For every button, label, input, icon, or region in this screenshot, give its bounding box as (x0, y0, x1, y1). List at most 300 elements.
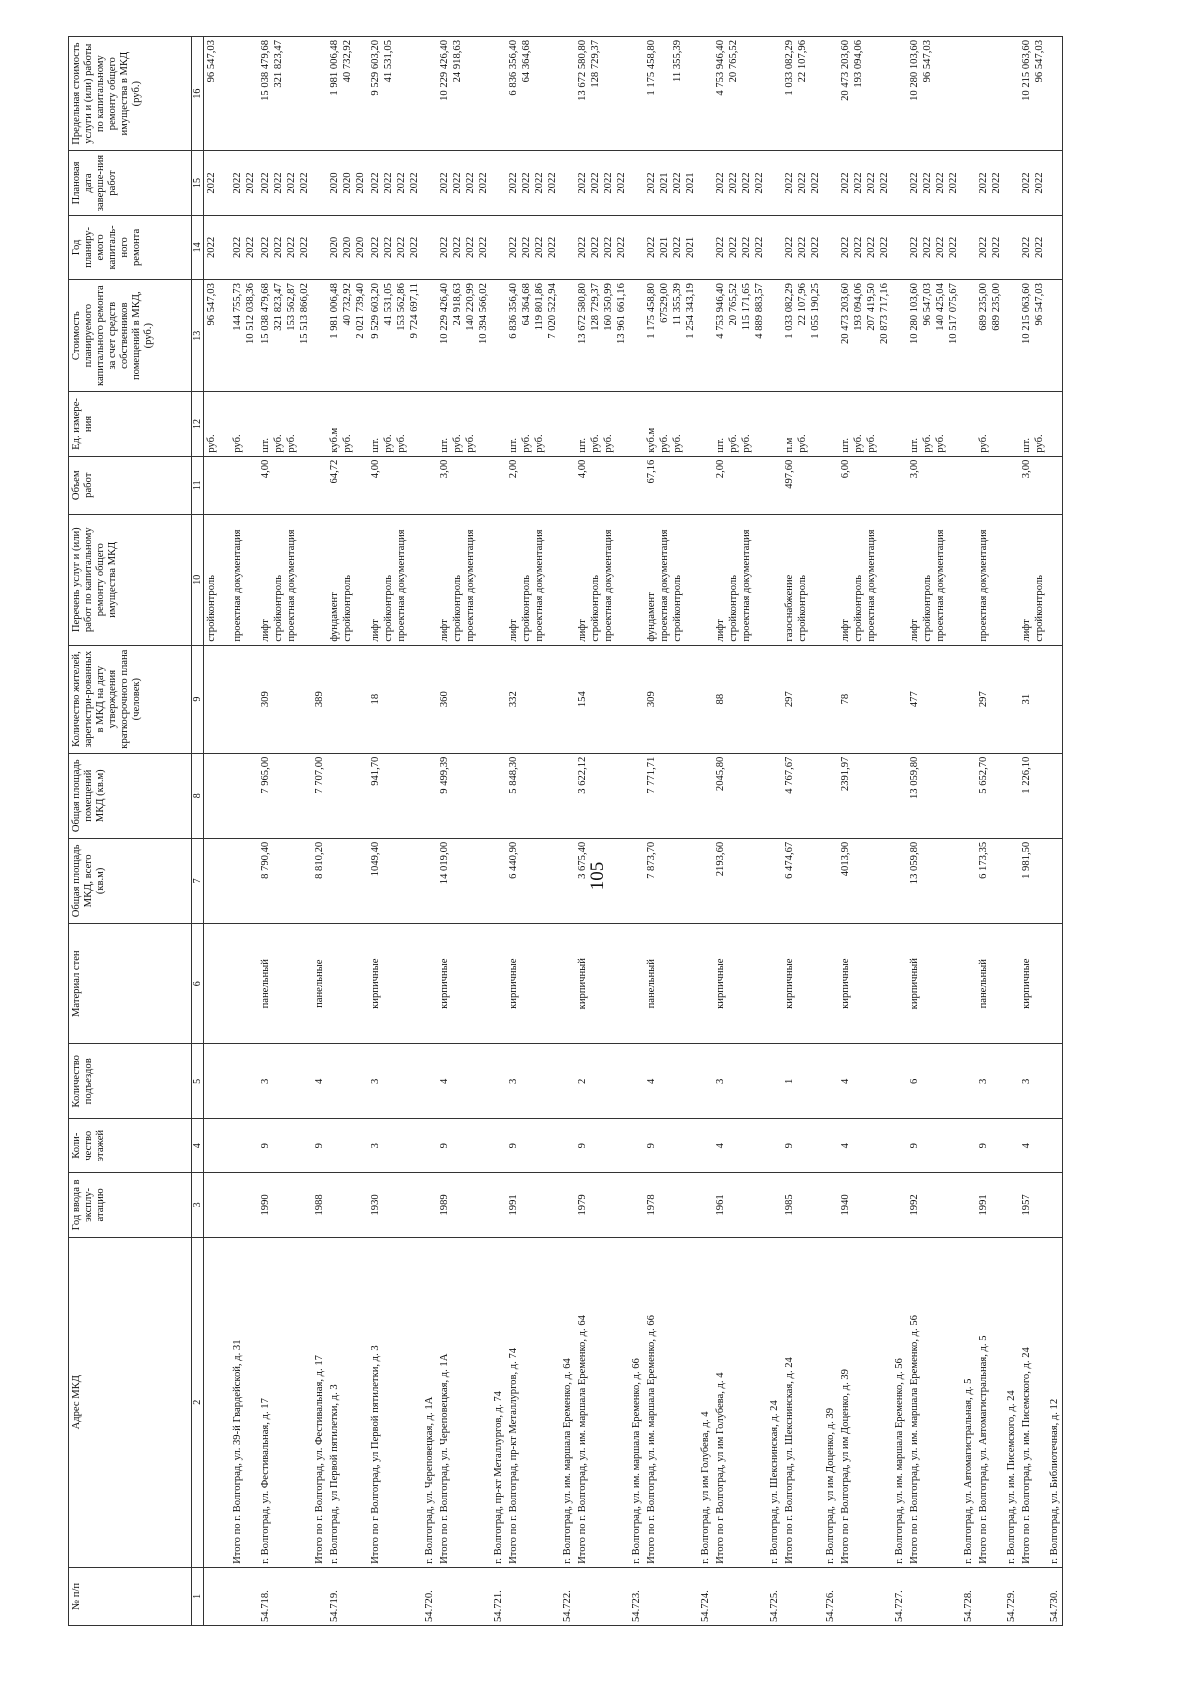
row-number-cell: 54.730. (1047, 1567, 1063, 1625)
year-built-cell (1047, 1173, 1063, 1237)
row-number-cell: 54.720. (422, 1567, 437, 1625)
cost-cell (1047, 280, 1063, 392)
cost-cell (629, 280, 644, 392)
unit-cell (961, 392, 976, 456)
total-area-cell: 13 059,80 (907, 838, 961, 923)
unit-cell: шт. руб. руб. (575, 392, 629, 456)
row-number-cell (506, 1567, 560, 1625)
table-row (327, 37, 368, 1626)
work-volume-cell (892, 456, 907, 514)
address-cell: Итого по г. Волгоград, пр-кт Металлургов, д. 74 (506, 1237, 560, 1567)
table-row (422, 37, 437, 1626)
cost-cell: 10 215 063,60 96 547,03 (1019, 280, 1047, 392)
end-year-cell (1004, 151, 1019, 215)
plan-year-cell (698, 215, 713, 279)
year-built-cell (491, 1173, 506, 1237)
premises-area-cell: 5 652,70 (976, 753, 1004, 838)
column-number: 7 (192, 838, 204, 923)
year-built-cell: 1991 (506, 1173, 560, 1237)
year-built-cell: 1990 (258, 1173, 312, 1237)
unit-cell (1047, 392, 1063, 456)
works-list-cell: лифт стройконтроль проектная документация (907, 514, 961, 645)
column-header: Год ввода в эксплу-атацию (69, 1173, 192, 1237)
wall-material-cell: кирпичный (575, 923, 629, 1043)
cost-cell: 6 836 356,40 64 364,68 119 801,86 7 020 522,94 (506, 280, 560, 392)
total-area-cell: 14 019,00 (437, 838, 491, 923)
wall-material-cell: кирпичный (907, 923, 961, 1043)
unit-cell: руб. (976, 392, 1004, 456)
year-built-cell (422, 1173, 437, 1237)
work-volume-cell: 3,00 (437, 456, 491, 514)
premises-area-cell (327, 753, 368, 838)
plan-year-cell: 2022 2022 2022 2022 (575, 215, 629, 279)
premises-area-cell: 941,70 (368, 753, 422, 838)
floors-cell (491, 1119, 506, 1173)
unit-cell (767, 392, 782, 456)
total-area-cell: 6 173,35 (976, 838, 1004, 923)
column-header: Материал стен (69, 923, 192, 1043)
table-body (204, 37, 1063, 1626)
wall-material-cell: кирпичные (437, 923, 491, 1043)
unit-cell: п.м руб. (782, 392, 823, 456)
residents-cell: 78 (838, 645, 892, 753)
work-volume-cell (491, 456, 506, 514)
work-volume-cell (823, 456, 838, 514)
entrances-cell: 3 (506, 1044, 560, 1119)
end-year-cell: 2022 2022 2022 (204, 151, 259, 215)
max-cost-cell (823, 37, 838, 151)
floors-cell: 9 (644, 1119, 698, 1173)
end-year-cell (961, 151, 976, 215)
work-volume-cell (204, 456, 259, 514)
premises-area-cell: 7 771,71 (644, 753, 698, 838)
address-cell: г. Волгоград, ул. Автомагистральная, д. 5 (961, 1237, 976, 1567)
entrances-cell (204, 1044, 259, 1119)
plan-year-cell: 2022 2022 2022 2022 (437, 215, 491, 279)
column-header: Плановая дата заверше-ния работ (69, 151, 192, 215)
table-row (644, 37, 698, 1626)
residents-cell (823, 645, 838, 753)
plan-year-cell (892, 215, 907, 279)
unit-cell: шт. руб. руб. (506, 392, 560, 456)
max-cost-cell: 10 215 063,60 96 547,03 (1019, 37, 1047, 151)
cost-cell: 10 229 426,40 24 918,63 140 220,99 10 394 566,02 (437, 280, 491, 392)
total-area-cell: 1 981,50 (1019, 838, 1047, 923)
end-year-cell (892, 151, 907, 215)
work-volume-cell (698, 456, 713, 514)
wall-material-cell (1047, 923, 1063, 1043)
cost-cell: 10 280 103,60 96 547,03 140 425,04 10 517 075,67 (907, 280, 961, 392)
plan-year-cell: 2022 2022 2022 2022 (506, 215, 560, 279)
work-volume-cell: 2,00 (506, 456, 560, 514)
entrances-cell (767, 1044, 782, 1119)
wall-material-cell: панельный (976, 923, 1004, 1043)
entrances-cell: 3 (1019, 1044, 1047, 1119)
address-cell: г. Волгоград, ул им Голубева, д. 4 (698, 1237, 713, 1567)
year-built-cell: 1957 (1019, 1173, 1047, 1237)
end-year-cell (1047, 151, 1063, 215)
work-volume-cell: 67,16 (644, 456, 698, 514)
residents-cell: 297 (782, 645, 823, 753)
row-number-cell: 54.725. (767, 1567, 782, 1625)
cost-cell (491, 280, 506, 392)
floors-cell: 4 (1019, 1119, 1047, 1173)
wall-material-cell (491, 923, 506, 1043)
residents-cell (1047, 645, 1063, 753)
plan-year-cell (491, 215, 506, 279)
unit-cell (491, 392, 506, 456)
residents-cell (1004, 645, 1019, 753)
residents-cell (204, 645, 259, 753)
row-number-cell (782, 1567, 823, 1625)
floors-cell: 9 (575, 1119, 629, 1173)
works-list-cell: лифт стройконтроль проектная документация (437, 514, 491, 645)
address-cell: г. Волгоград, ул. Череповецкая, д. 1А (422, 1237, 437, 1567)
plan-year-cell (1047, 215, 1063, 279)
column-header: Общая площадь МКД, всего (кв.м) (69, 838, 192, 923)
column-number: 12 (192, 392, 204, 456)
works-list-cell: проектная документация (976, 514, 1004, 645)
max-cost-cell: 96 547,03 (204, 37, 259, 151)
unit-cell (312, 392, 327, 456)
cost-cell (961, 280, 976, 392)
row-number-cell (713, 1567, 767, 1625)
max-cost-cell (491, 37, 506, 151)
wall-material-cell (892, 923, 907, 1043)
entrances-cell: 3 (368, 1044, 422, 1119)
premises-area-cell: 2045,80 (713, 753, 767, 838)
floors-cell: 9 (437, 1119, 491, 1173)
works-list-cell (892, 514, 907, 645)
address-cell: Итого по г Волгоград, ул им Голубева, д. 4 (713, 1237, 767, 1567)
floors-cell: 4 (713, 1119, 767, 1173)
column-number-row (192, 37, 204, 1626)
work-volume-cell (1047, 456, 1063, 514)
premises-area-cell (892, 753, 907, 838)
total-area-cell: 8 810,20 (312, 838, 327, 923)
entrances-cell: 6 (907, 1044, 961, 1119)
wall-material-cell (698, 923, 713, 1043)
works-list-cell (491, 514, 506, 645)
address-cell: Итого по г. Волгоград, ул. им. маршала Еременко, д. 56 (907, 1237, 961, 1567)
year-built-cell: 1978 (644, 1173, 698, 1237)
address-cell: г. Волгоград, пр-кт Металлургов, д. 74 (491, 1237, 506, 1567)
total-area-cell: 7 873,70 (644, 838, 698, 923)
year-built-cell (327, 1173, 368, 1237)
year-built-cell (560, 1173, 575, 1237)
residents-cell: 332 (506, 645, 560, 753)
work-volume-cell (961, 456, 976, 514)
column-number: 2 (192, 1237, 204, 1567)
floors-cell: 9 (312, 1119, 327, 1173)
end-year-cell: 2022 2022 2022 2022 (575, 151, 629, 215)
plan-year-cell: 2022 2022 2022 2022 (838, 215, 892, 279)
row-number-cell (644, 1567, 698, 1625)
cost-cell: 689 235,00 689 235,00 (976, 280, 1004, 392)
row-number-cell (368, 1567, 422, 1625)
column-number: 11 (192, 456, 204, 514)
max-cost-cell (1004, 37, 1019, 151)
total-area-cell: 6 474,67 (782, 838, 823, 923)
residents-cell (422, 645, 437, 753)
end-year-cell (312, 151, 327, 215)
wall-material-cell: кирпичные (713, 923, 767, 1043)
works-list-cell (823, 514, 838, 645)
residents-cell (698, 645, 713, 753)
premises-area-cell: 5 848,30 (506, 753, 560, 838)
table-row (892, 37, 907, 1626)
max-cost-cell (560, 37, 575, 151)
entrances-cell (629, 1044, 644, 1119)
entrances-cell (560, 1044, 575, 1119)
unit-cell: шт. руб. руб. (838, 392, 892, 456)
column-header: Год планиру-емого капиталь-ного ремонта (69, 215, 192, 279)
entrances-cell: 4 (312, 1044, 327, 1119)
year-built-cell: 1989 (437, 1173, 491, 1237)
works-list-cell: лифт стройконтроль проектная документация (575, 514, 629, 645)
work-volume-cell: 497,60 (782, 456, 823, 514)
residents-cell (892, 645, 907, 753)
entrances-cell: 4 (644, 1044, 698, 1119)
works-list-cell: фундамент проектная документация стройконтроль (644, 514, 698, 645)
end-year-cell (823, 151, 838, 215)
wall-material-cell: кирпичные (838, 923, 892, 1043)
plan-year-cell: 2022 2021 2022 2021 (644, 215, 698, 279)
floors-cell: 4 (838, 1119, 892, 1173)
row-number-cell: 54.721. (491, 1567, 506, 1625)
premises-area-cell: 3 622,12 (575, 753, 629, 838)
entrances-cell (491, 1044, 506, 1119)
address-cell: Итого по г. Волгоград, ул. им. маршала Еременко, д. 66 (644, 1237, 698, 1567)
max-cost-cell: 9 529 603,20 41 531,05 (368, 37, 422, 151)
total-area-cell (1047, 838, 1063, 923)
wall-material-cell: панельный (644, 923, 698, 1043)
capital-repair-table (68, 36, 1063, 1626)
row-number-cell: 54.719. (327, 1567, 368, 1625)
entrances-cell: 4 (838, 1044, 892, 1119)
unit-cell: шт. руб. (1019, 392, 1047, 456)
end-year-cell: 2022 2022 2022 2022 (368, 151, 422, 215)
year-built-cell: 1961 (713, 1173, 767, 1237)
work-volume-cell (312, 456, 327, 514)
wall-material-cell (629, 923, 644, 1043)
cost-cell (312, 280, 327, 392)
floors-cell (823, 1119, 838, 1173)
year-built-cell (629, 1173, 644, 1237)
address-cell: г. Волгоград, ул. им. маршала Еременко, д. 66 (629, 1237, 644, 1567)
end-year-cell (629, 151, 644, 215)
column-number: 10 (192, 514, 204, 645)
cost-cell: 13 672 580,80 128 729,37 160 350,99 13 961 661,16 (575, 280, 629, 392)
table-row (258, 37, 312, 1626)
end-year-cell: 2022 2022 2022 2022 (437, 151, 491, 215)
end-year-cell: 2022 2022 (1019, 151, 1047, 215)
column-number: 6 (192, 923, 204, 1043)
total-area-cell (698, 838, 713, 923)
year-built-cell: 1930 (368, 1173, 422, 1237)
end-year-cell: 2022 2022 (976, 151, 1004, 215)
floors-cell (422, 1119, 437, 1173)
works-list-cell (1004, 514, 1019, 645)
year-built-cell: 1992 (907, 1173, 961, 1237)
entrances-cell: 1 (782, 1044, 823, 1119)
column-number: 5 (192, 1044, 204, 1119)
work-volume-cell: 3,00 (907, 456, 961, 514)
cost-cell (823, 280, 838, 392)
premises-area-cell (560, 753, 575, 838)
year-built-cell: 1985 (782, 1173, 823, 1237)
work-volume-cell (422, 456, 437, 514)
max-cost-cell: 15 038 479,68 321 823,47 (258, 37, 312, 151)
max-cost-cell: 4 753 946,40 20 765,52 (713, 37, 767, 151)
floors-cell (961, 1119, 976, 1173)
year-built-cell (1004, 1173, 1019, 1237)
cost-cell: 4 753 946,40 20 765,52 115 171,65 4 889 883,57 (713, 280, 767, 392)
wall-material-cell (560, 923, 575, 1043)
unit-cell: шт. руб. руб. (907, 392, 961, 456)
row-number-cell: 54.729. (1004, 1567, 1019, 1625)
wall-material-cell (327, 923, 368, 1043)
floors-cell (204, 1119, 259, 1173)
column-header: Коли-чество этажей (69, 1119, 192, 1173)
year-built-cell: 1940 (838, 1173, 892, 1237)
floors-cell (767, 1119, 782, 1173)
year-built-cell: 1979 (575, 1173, 629, 1237)
table-row (560, 37, 575, 1626)
row-number-cell (907, 1567, 961, 1625)
end-year-cell: 2022 2022 2022 (782, 151, 823, 215)
premises-area-cell: 1 226,10 (1019, 753, 1047, 838)
floors-cell: 9 (258, 1119, 312, 1173)
wall-material-cell (204, 923, 259, 1043)
unit-cell: шт. руб. руб. (437, 392, 491, 456)
row-number-cell: 54.722. (560, 1567, 575, 1625)
works-list-cell (312, 514, 327, 645)
total-area-cell (823, 838, 838, 923)
residents-cell: 297 (976, 645, 1004, 753)
table-row (368, 37, 422, 1626)
work-volume-cell (767, 456, 782, 514)
column-number: 1 (192, 1567, 204, 1625)
address-cell: Итого по г. Волгоград, ул. 39-й Гвардейской, д. 31 (204, 1237, 259, 1567)
floors-cell: 9 (782, 1119, 823, 1173)
cost-cell: 15 038 479,68 321 823,47 153 562,87 15 513 866,02 (258, 280, 312, 392)
max-cost-cell: 13 672 580,80 128 729,37 (575, 37, 629, 151)
premises-area-cell: 7 707,00 (312, 753, 327, 838)
address-cell: г. Волгоград, ул. Фестивальная, д. 17 (258, 1237, 312, 1567)
total-area-cell (767, 838, 782, 923)
work-volume-cell: 3,00 (1019, 456, 1047, 514)
address-cell: Итого по г. Волгоград, ул. им. маршала Еременко, д. 64 (575, 1237, 629, 1567)
wall-material-cell (1004, 923, 1019, 1043)
works-list-cell: лифт стройконтроль проектная документация (713, 514, 767, 645)
table-row (437, 37, 491, 1626)
address-cell: г. Волгоград, ул. Библиотечная, д. 12 (1047, 1237, 1063, 1567)
table-row (698, 37, 713, 1626)
max-cost-cell: 1 981 006,48 40 732,92 (327, 37, 368, 151)
table-row (491, 37, 506, 1626)
plan-year-cell: 2022 2022 2022 2022 (907, 215, 961, 279)
total-area-cell: 6 440,90 (506, 838, 560, 923)
residents-cell (327, 645, 368, 753)
premises-area-cell (961, 753, 976, 838)
premises-area-cell (204, 753, 259, 838)
floors-cell: 9 (976, 1119, 1004, 1173)
max-cost-cell: 10 280 103,60 96 547,03 (907, 37, 961, 151)
residents-cell (491, 645, 506, 753)
unit-cell (892, 392, 907, 456)
works-list-cell (422, 514, 437, 645)
address-cell: г. Волгоград, ул. им. маршала Еременко, д. 56 (892, 1237, 907, 1567)
wall-material-cell (767, 923, 782, 1043)
unit-cell: руб. руб. (204, 392, 259, 456)
cost-cell (1004, 280, 1019, 392)
residents-cell: 31 (1019, 645, 1047, 753)
works-list-cell: лифт стройконтроль проектная документация (368, 514, 422, 645)
column-number: 9 (192, 645, 204, 753)
address-cell: г. Волгоград, ул. Шекснинская, д. 24 (767, 1237, 782, 1567)
row-number-cell (437, 1567, 491, 1625)
total-area-cell: 8 790,40 (258, 838, 312, 923)
column-header: Адрес МКД (69, 1237, 192, 1567)
column-header: Объем работ (69, 456, 192, 514)
plan-year-cell: 2022 2022 (976, 215, 1004, 279)
total-area-cell (961, 838, 976, 923)
table-row (204, 37, 259, 1626)
residents-cell: 309 (258, 645, 312, 753)
row-number-cell (204, 1567, 259, 1625)
premises-area-cell (1047, 753, 1063, 838)
plan-year-cell (629, 215, 644, 279)
premises-area-cell (698, 753, 713, 838)
column-number: 13 (192, 280, 204, 392)
row-number-cell: 54.718. (258, 1567, 312, 1625)
wall-material-cell: кирпичные (506, 923, 560, 1043)
residents-cell (767, 645, 782, 753)
work-volume-cell (560, 456, 575, 514)
cost-cell: 1 981 006,48 40 732,92 2 021 739,40 (327, 280, 368, 392)
column-header: Общая площадь помещений МКД (кв.м) (69, 753, 192, 838)
cost-cell (698, 280, 713, 392)
premises-area-cell (491, 753, 506, 838)
entrances-cell (698, 1044, 713, 1119)
row-number-cell: 54.727. (892, 1567, 907, 1625)
work-volume-cell (1004, 456, 1019, 514)
address-cell: г. Волгоград, ул. им. маршала Еременко, д. 64 (560, 1237, 575, 1567)
plan-year-cell: 2020 2020 2020 (327, 215, 368, 279)
address-cell: г. Волгоград, ул им Доценко, д. 39 (823, 1237, 838, 1567)
floors-cell (1004, 1119, 1019, 1173)
max-cost-cell (961, 37, 976, 151)
row-number-cell: 54.724. (698, 1567, 713, 1625)
plan-year-cell (560, 215, 575, 279)
total-area-cell: 2193,60 (713, 838, 767, 923)
works-list-cell (698, 514, 713, 645)
table-row (1004, 37, 1019, 1626)
wall-material-cell: кирпичные (782, 923, 823, 1043)
year-built-cell (892, 1173, 907, 1237)
premises-area-cell: 4 767,67 (782, 753, 823, 838)
column-header: Количество жителей, зарегистри-рованных в МКД на дату утверждения краткосрочного плана (человек) (69, 645, 192, 753)
total-area-cell: 4013,90 (838, 838, 892, 923)
cost-cell: 1 175 458,80 67529,00 11 355,39 1 254 343,19 (644, 280, 698, 392)
unit-cell (560, 392, 575, 456)
table-row (713, 37, 767, 1626)
plan-year-cell (312, 215, 327, 279)
plan-year-cell (767, 215, 782, 279)
table-row (575, 37, 629, 1626)
premises-area-cell (767, 753, 782, 838)
